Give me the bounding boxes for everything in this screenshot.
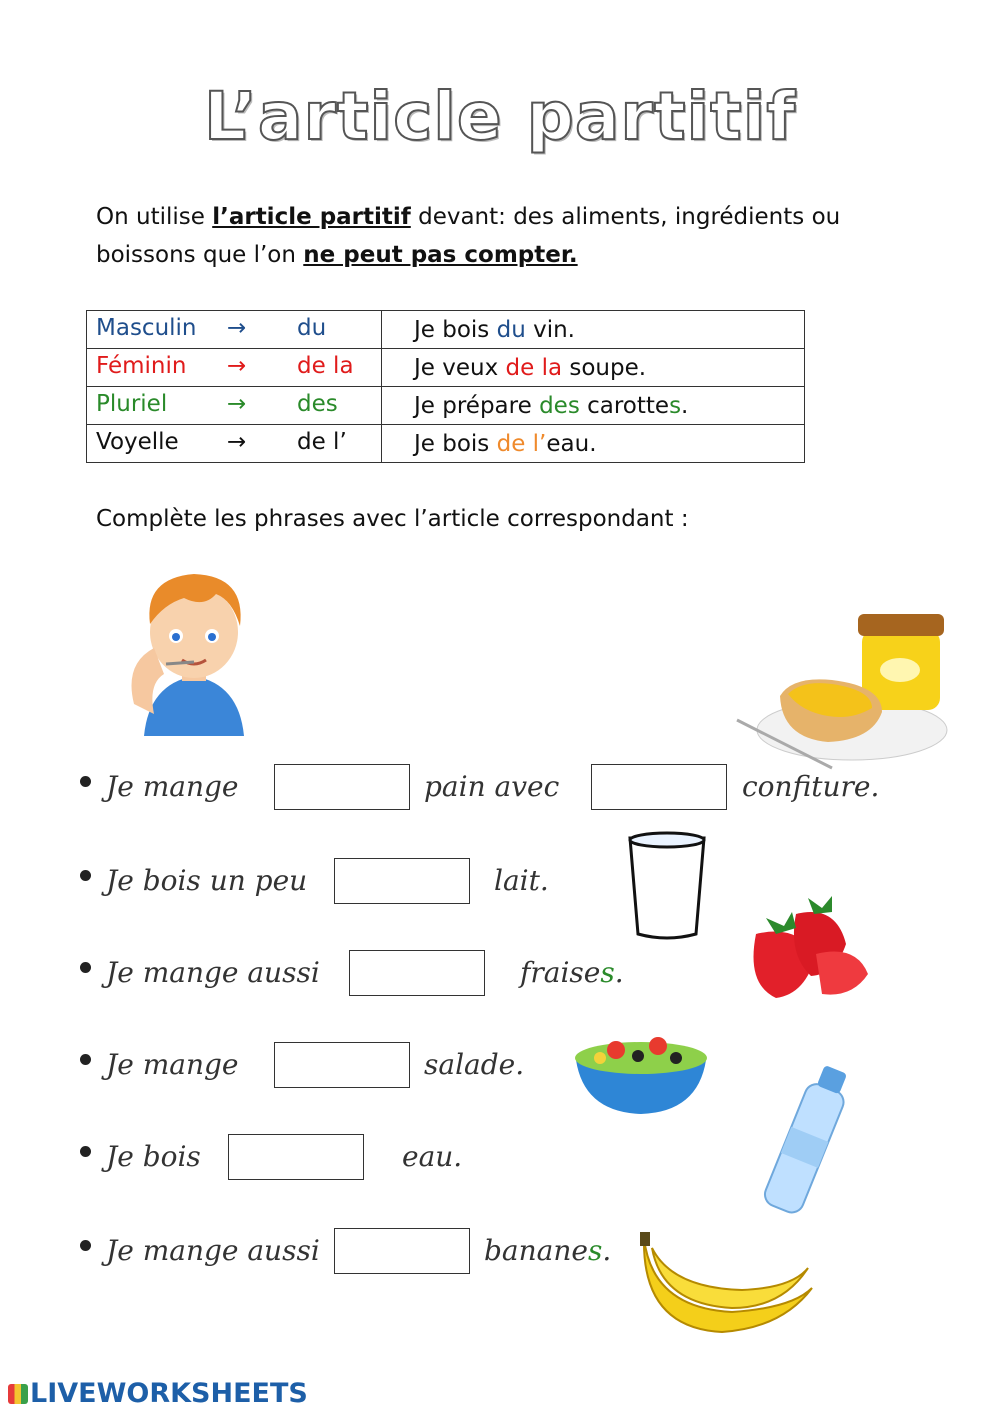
exercise-text: Je mange <box>106 1048 239 1081</box>
intro-paragraph <box>96 198 916 274</box>
arrow-icon: → <box>227 353 247 379</box>
exercise-3 <box>80 952 640 1000</box>
answer-box-3[interactable] <box>349 950 485 996</box>
bullet-icon <box>80 870 91 881</box>
rule-name: Masculin <box>96 315 197 341</box>
bread-jam-icon <box>732 600 950 770</box>
rule-name: Voyelle <box>96 429 179 455</box>
rule-example: Je prépare des carottes. <box>382 387 805 425</box>
exercise-2 <box>80 860 580 908</box>
exercise-text: Je bois un peu <box>106 864 308 897</box>
liveworksheets-logo-icon <box>8 1384 28 1404</box>
exercise-1 <box>80 766 900 814</box>
page-title: L’article partitif <box>203 78 797 155</box>
arrow-icon: → <box>227 391 247 417</box>
rules-table <box>86 310 805 463</box>
bananas-icon <box>632 1228 832 1340</box>
instruction: Complète les phrases avec l’article correspondant : <box>96 506 689 532</box>
answer-box-5[interactable] <box>228 1134 364 1180</box>
rule-article: des <box>297 391 338 417</box>
exercise-text: Je mange aussi <box>106 1234 320 1267</box>
arrow-icon: → <box>227 315 247 341</box>
exercise-text: lait. <box>494 864 549 897</box>
bullet-icon <box>80 1240 91 1251</box>
rule-example: Je veux de la soupe. <box>382 349 805 387</box>
strawberries-icon <box>736 894 872 1002</box>
rule-example: Je bois du vin. <box>382 311 805 349</box>
exercise-text: eau. <box>402 1140 463 1173</box>
exercise-text: Je bois <box>106 1140 201 1173</box>
exercise-text: bananes. <box>484 1234 612 1267</box>
footer-brand[interactable]: LIVEWORKSHEETS <box>8 1378 308 1409</box>
intro-highlight-1: l’article partitif <box>212 204 411 230</box>
answer-box-4[interactable] <box>274 1042 410 1088</box>
answer-box-1a[interactable] <box>274 764 410 810</box>
water-bottle-icon <box>748 1054 868 1224</box>
rule-article: du <box>297 315 327 341</box>
exercise-text: Je mange <box>106 770 239 803</box>
exercise-4 <box>80 1044 560 1092</box>
exercise-6 <box>80 1230 620 1278</box>
rule-example: Je bois de l’eau. <box>382 425 805 463</box>
exercise-text: salade. <box>424 1048 525 1081</box>
rule-name: Féminin <box>96 353 187 379</box>
bullet-icon <box>80 962 91 973</box>
salad-bowl-icon <box>566 1016 716 1116</box>
answer-box-2[interactable] <box>334 858 470 904</box>
intro-text-2: devant: des aliments, ingrédients ou boissons que l’on <box>96 204 841 268</box>
exercise-text: confiture. <box>742 770 880 803</box>
milk-glass-icon <box>626 830 708 942</box>
arrow-icon: → <box>227 429 247 455</box>
bullet-icon <box>80 776 91 787</box>
rule-article: de la <box>297 353 354 379</box>
rule-row-feminin <box>87 349 805 387</box>
boy-eating-icon <box>124 564 264 736</box>
exercise-5 <box>80 1136 480 1184</box>
bullet-icon <box>80 1054 91 1065</box>
intro-text-1: On utilise <box>96 204 213 230</box>
bullet-icon <box>80 1146 91 1157</box>
answer-box-1b[interactable] <box>591 764 727 810</box>
rule-article: de l’ <box>297 429 347 455</box>
answer-box-6[interactable] <box>334 1228 470 1274</box>
intro-highlight-2: ne peut pas compter. <box>303 242 578 268</box>
rule-name: Pluriel <box>96 391 168 417</box>
exercise-text: pain avec <box>424 770 560 803</box>
exercise-text: fraises. <box>520 956 624 989</box>
rule-row-voyelle <box>87 425 805 463</box>
rule-row-masculin <box>87 311 805 349</box>
rule-row-pluriel <box>87 387 805 425</box>
exercise-text: Je mange aussi <box>106 956 320 989</box>
